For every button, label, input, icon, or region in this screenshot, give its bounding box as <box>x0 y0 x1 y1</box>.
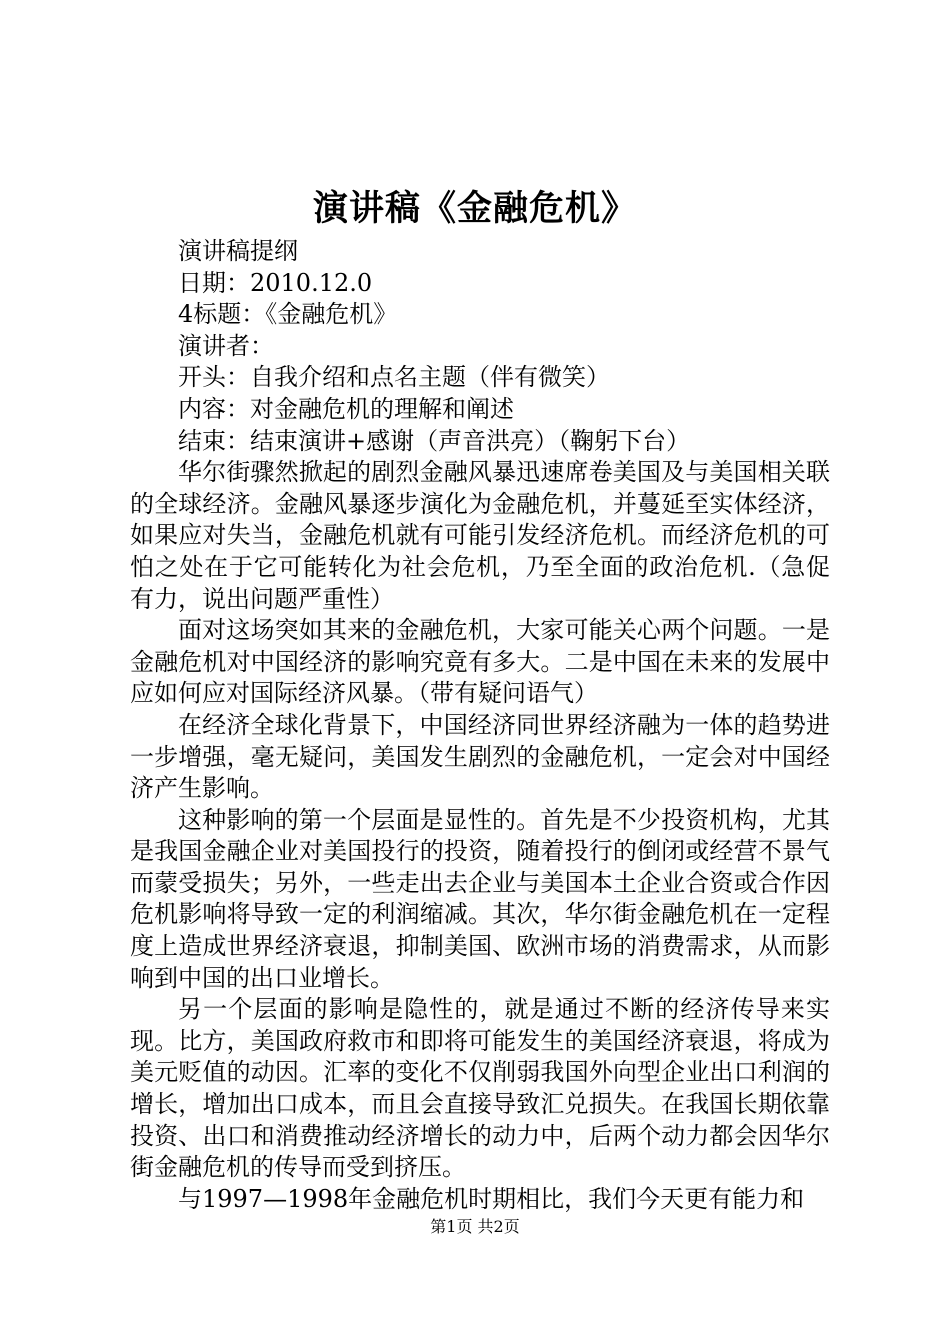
body-paragraph-6: 与1997—1998年金融危机时期相比，我们今天更有能力和 <box>178 1184 805 1213</box>
body-paragraph-1: 华尔街骤然掀起的剧烈金融风暴迅速席卷美国及与美国相关联的全球经济。金融风暴逐步演化为金融危机，并蔓延至实体经济，如果应对失当，金融危机就有可能引发经济危机。而经济危机的可怕之处在于它可能转化为社会危机，乃至全面的政治危机.（急促有力，说出问题严重性） <box>130 458 830 613</box>
outline-topic: 4标题：《金融危机》 <box>178 300 398 329</box>
document-title: 演讲稿《金融危机》 <box>312 188 637 229</box>
outline-heading: 演讲稿提纲 <box>178 237 298 265</box>
body-paragraph-4: 这种影响的第一个层面是显性的。首先是不少投资机构，尤其是我国金融企业对美国投行的投资，随着投行的倒闭或经营不景气而蒙受损失；另外，一些走出去企业与美国本土企业合资或合作因危机影响将导致一定的利润缩减。其次，华尔街金融危机在一定程度上造成世界经济衰退，抑制美国、欧洲市场的消费需求，从而影响到中国的出口业增长。 <box>130 805 830 992</box>
outline-date: 日期：2010.12.0 <box>178 268 373 297</box>
outline-opening: 开头：自我介绍和点名主题（伴有微笑） <box>178 363 610 392</box>
body-paragraph-2: 面对这场突如其来的金融危机，大家可能关心两个问题。一是金融危机对中国经济的影响究竟有多大。二是中国在未来的发展中应如何应对国际经济风暴。（带有疑问语气） <box>130 616 830 708</box>
body-paragraph-3: 在经济全球化背景下，中国经济同世界经济融为一体的趋势进一步增强，毫无疑问，美国发生剧烈的金融危机，一定会对中国经济产生影响。 <box>130 710 830 803</box>
page-footer: 第1页 共2页 <box>430 1217 520 1236</box>
outline-ending: 结束：结束演讲+感谢（声音洪亮）（鞠躬下台） <box>178 426 691 455</box>
body-paragraph-5: 另一个层面的影响是隐性的，就是通过不断的经济传导来实现。比方，美国政府救市和即将可能发生的美国经济衰退，将成为美元贬值的动因。汇率的变化不仅削弱我国外向型企业出口利润的增长，增加出口成本，而且会直接导致汇兑损失。在我国长期依靠投资、出口和消费推动经济增长的动力中，后两个动力都会因华尔街金融危机的传导而受到挤压。 <box>130 995 830 1182</box>
outline-speaker: 演讲者： <box>178 331 274 360</box>
document-body <box>130 236 830 1215</box>
outline-content: 内容：对金融危机的理解和阐述 <box>178 394 514 423</box>
